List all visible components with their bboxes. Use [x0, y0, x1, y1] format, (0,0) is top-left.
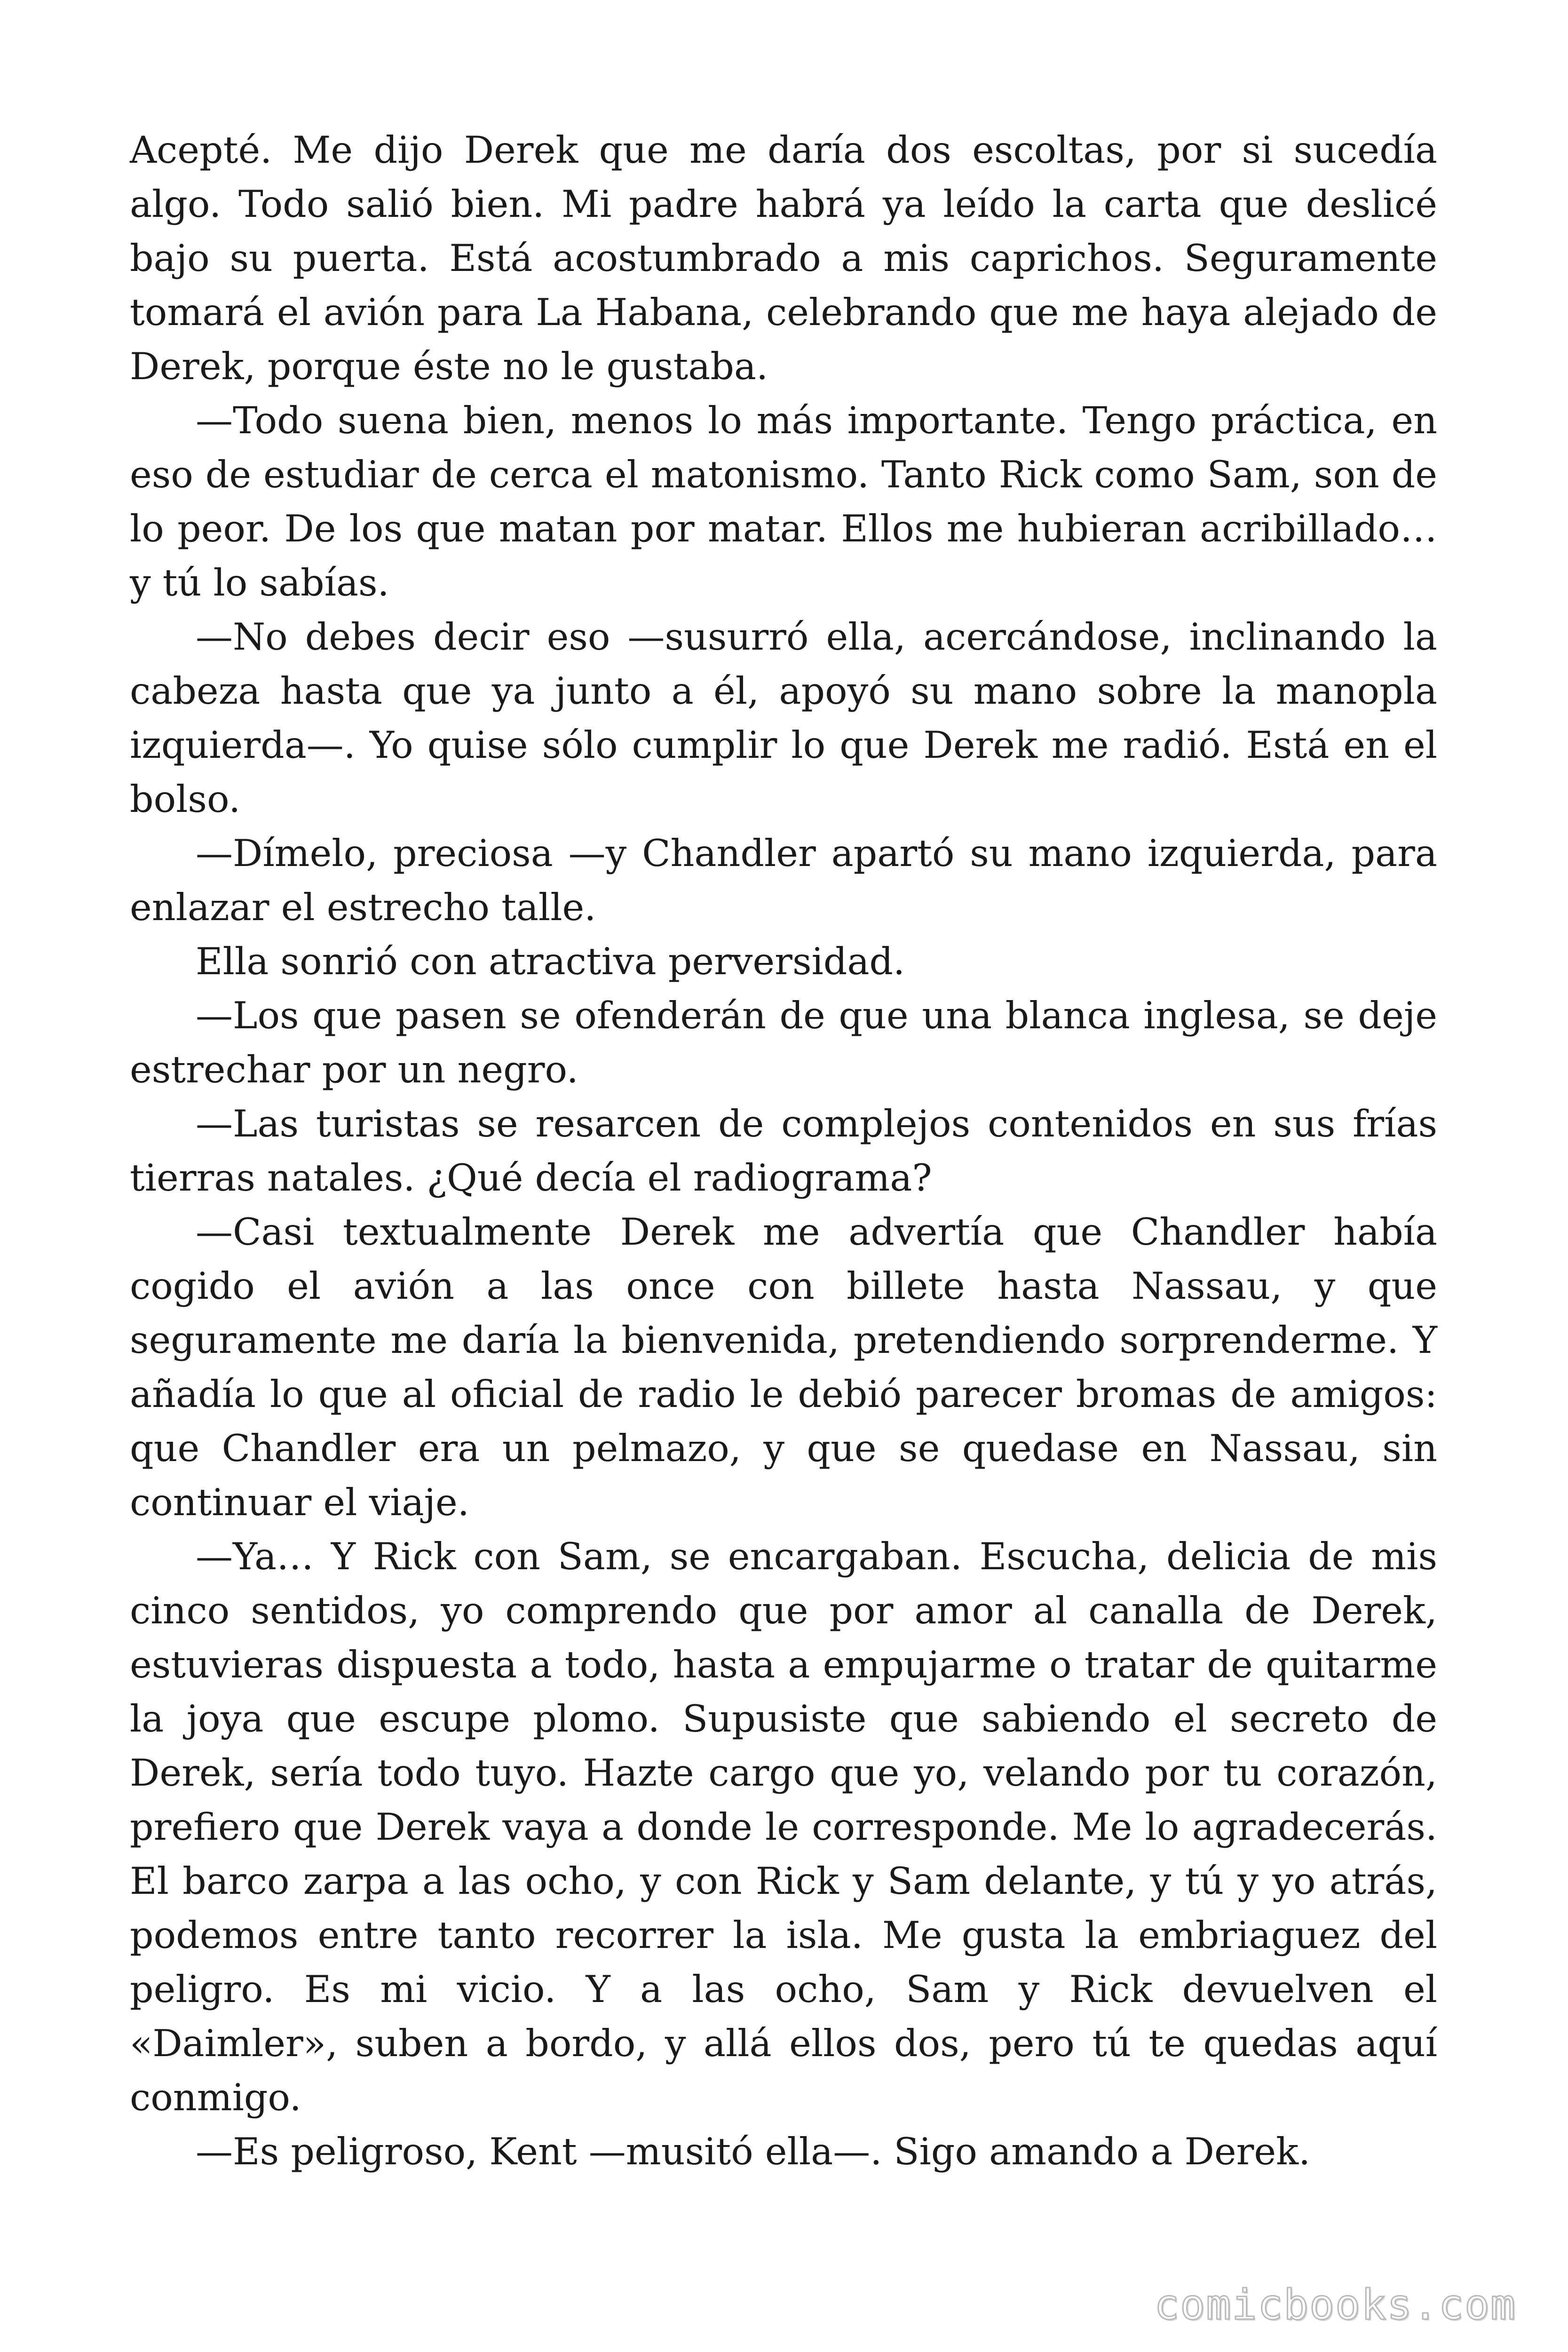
paragraph-10: —Es peligroso, Kent —musitó ella—. Sigo amando a Derek. [196, 2130, 1311, 2173]
paragraph-4: —Dímelo, preciosa —y Chandler apartó su mano izquierda, para enlazar el estrecho talle. [130, 832, 1437, 929]
paragraph-8: —Casi textualmente Derek me advertía que Chandler había cogido el avión a las once con billete hasta Nassau, y que seguramente me daría la bienvenida, pretendiendo sorprenderme. Y añadía lo que al oficial de radio le debió parecer bromas de amigos: que Chandler era un pelmazo, y que se quedase en Nassau, sin continuar el viaje. [130, 1210, 1437, 1524]
paragraph-1: Acepté. Me dijo Derek que me daría dos escoltas, por si sucedía algo. Todo salió bien. Mi padre habrá ya leído la carta que deslicé bajo su puerta. Está acostumbrado a mis caprichos. Seguramente tomará el avión para La Habana, celebrando que me haya alejado de Derek, porque éste no le gustaba. [130, 128, 1437, 388]
paragraph-9: —Ya… Y Rick con Sam, se encargaban. Escucha, delicia de mis cinco sentidos, yo comprendo que por amor al canalla de Derek, estuvieras dispuesta a todo, hasta a empujarme o tratar de quitarme la joya que escupe plomo. Supusiste que sabiendo el secreto de Derek, sería todo tuyo. Hazte cargo que yo, velando por tu corazón, prefiero que Derek vaya a donde le corresponde. Me lo agradecerás. El barco zarpa a las ocho, y con Rick y Sam delante, y tú y yo atrás, podemos entre tanto recorrer la isla. Me gusta la embriaguez del peligro. Es mi vicio. Y a las ocho, Sam y Rick devuelven el «Daimler», suben a bordo, y allá ellos dos, pero tú te quedas aquí conmigo. [130, 1535, 1437, 2119]
paragraph-6: —Los que pasen se ofenderán de que una blanca inglesa, se deje estrechar por un negro. [130, 994, 1437, 1091]
paragraph-5: Ella sonrió con atractiva perversidad. [196, 940, 905, 983]
paragraph-7: —Las turistas se resarcen de complejos contenidos en sus frías tierras natales. ¿Qué decía el radiograma? [130, 1102, 1437, 1200]
watermark-text: comicbooks.com [1154, 2280, 1516, 2329]
paragraph-3: —No debes decir eso —susurró ella, acercándose, inclinando la cabeza hasta que ya junto a él, apoyó su mano sobre la manopla izquierda—. Yo quise sólo cumplir lo que Derek me radió. Está en el bolso. [130, 615, 1437, 821]
paragraph-2: —Todo suena bien, menos lo más importante. Tengo práctica, en eso de estudiar de cerca el matonismo. Tanto Rick como Sam, son de lo peor. De los que matan por matar. Ellos me hubieran acribillado… y tú lo sabías. [130, 399, 1437, 604]
body-text [130, 123, 1437, 2179]
